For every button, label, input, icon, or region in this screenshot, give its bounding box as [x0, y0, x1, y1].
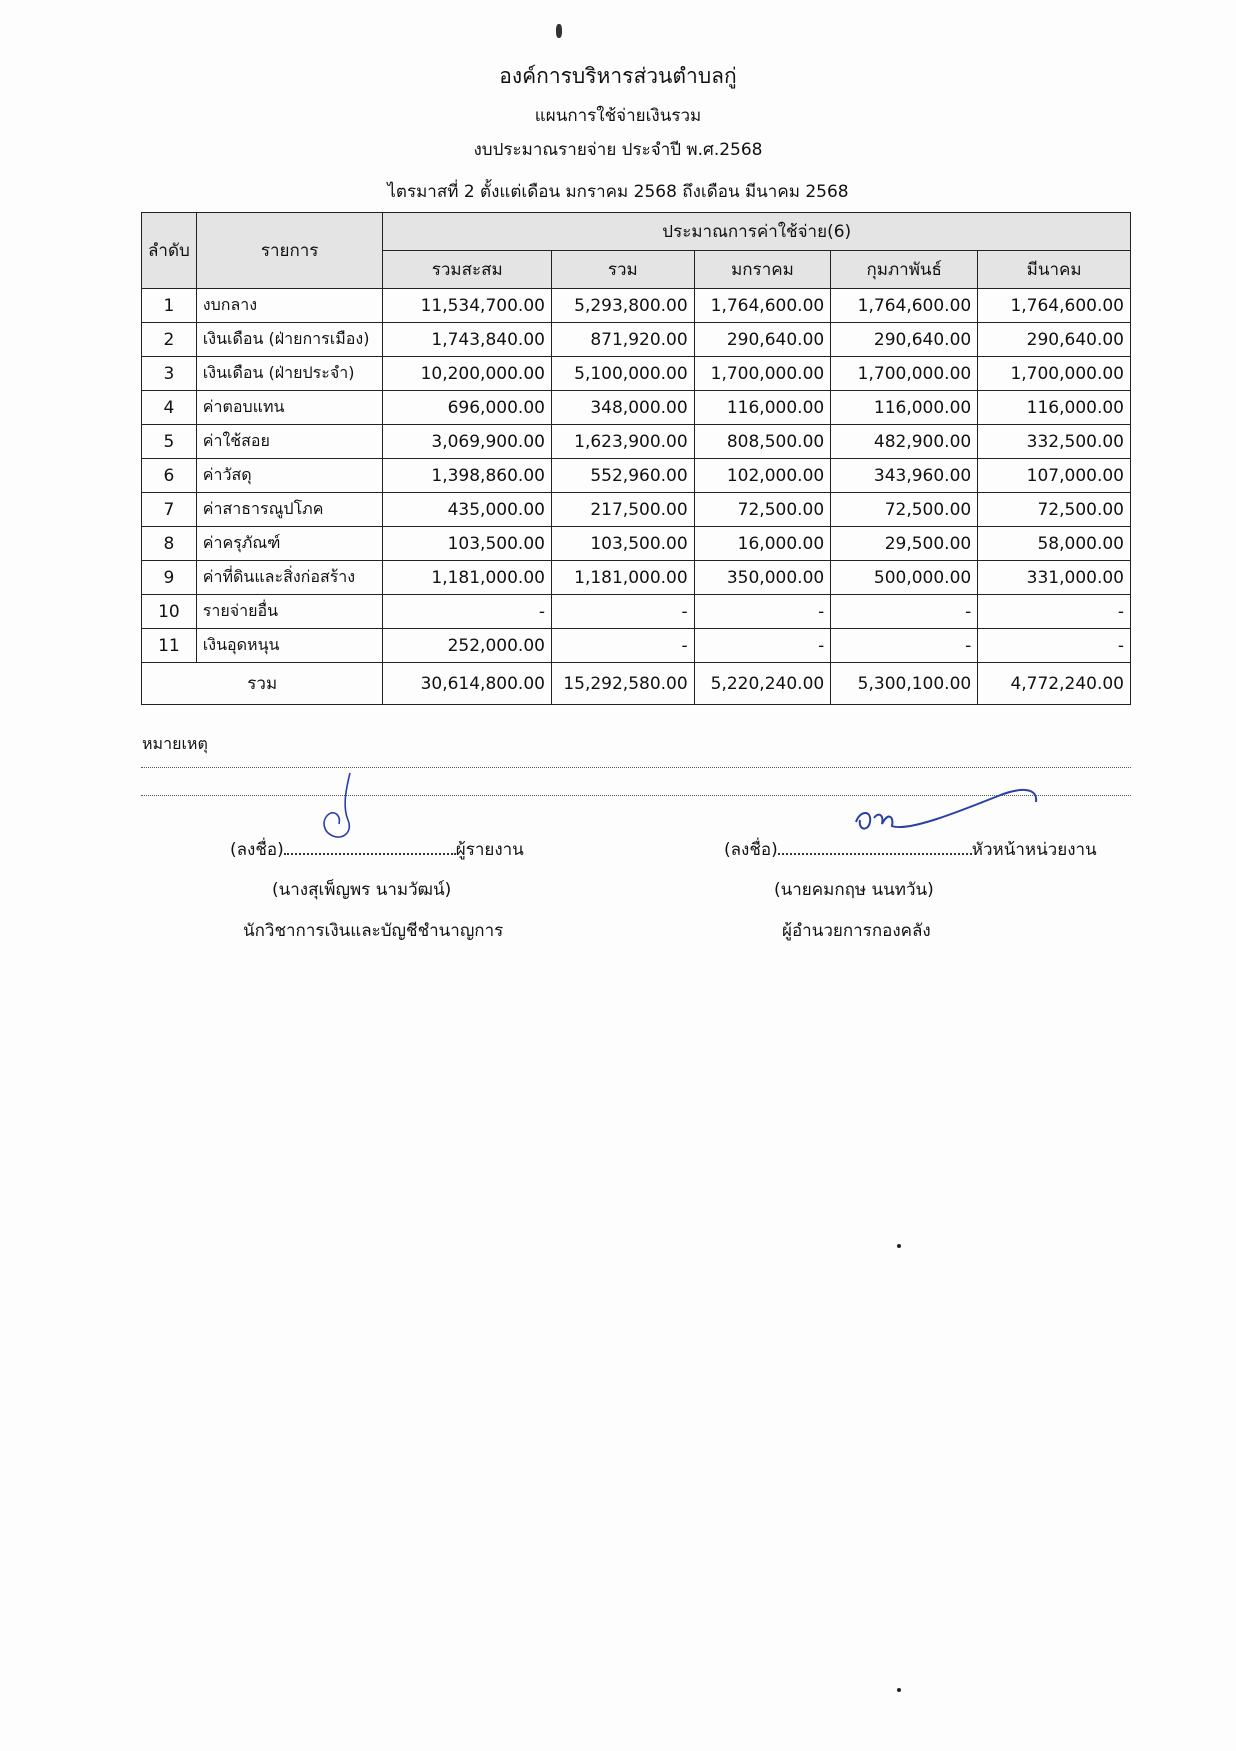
remark-line-1	[141, 767, 1131, 768]
scan-speck	[556, 24, 562, 38]
row-item: ค่าวัสดุ	[196, 459, 383, 493]
row-index: 6	[142, 459, 197, 493]
row-sum: 103,500.00	[551, 527, 694, 561]
header-february: กุมภาพันธ์	[831, 251, 978, 289]
row-march: 1,700,000.00	[978, 357, 1131, 391]
row-cumulative: 435,000.00	[383, 493, 552, 527]
row-january: 1,700,000.00	[694, 357, 831, 391]
row-sum: 871,920.00	[551, 323, 694, 357]
header-march: มีนาคม	[978, 251, 1131, 289]
table-row	[142, 357, 1131, 391]
row-january: 350,000.00	[694, 561, 831, 595]
row-march: 332,500.00	[978, 425, 1131, 459]
total-row	[142, 663, 1131, 705]
row-item: ค่าใช้สอย	[196, 425, 383, 459]
row-february: 343,960.00	[831, 459, 978, 493]
row-march: 331,000.00	[978, 561, 1131, 595]
row-sum: 217,500.00	[551, 493, 694, 527]
row-index: 11	[142, 629, 197, 663]
table-row	[142, 527, 1131, 561]
header-sum: รวม	[551, 251, 694, 289]
row-index: 8	[142, 527, 197, 561]
right-signer-position: ผู้อำนวยการกองคลัง	[782, 921, 931, 941]
row-sum: 5,293,800.00	[551, 289, 694, 323]
scan-speck	[897, 1244, 901, 1248]
right-sign-prefix: (ลงชื่อ)	[724, 840, 778, 860]
row-cumulative: -	[383, 595, 552, 629]
row-january: 1,764,600.00	[694, 289, 831, 323]
plan-title: แผนการใช้จ่ายเงินรวม	[534, 106, 702, 126]
left-signature-line	[230, 836, 524, 863]
total-january: 5,220,240.00	[694, 663, 831, 705]
row-february: 72,500.00	[831, 493, 978, 527]
row-january: -	[694, 595, 831, 629]
row-sum: 5,100,000.00	[551, 357, 694, 391]
row-january: 808,500.00	[694, 425, 831, 459]
row-february: 116,000.00	[831, 391, 978, 425]
row-sum: -	[551, 629, 694, 663]
row-february: -	[831, 595, 978, 629]
row-index: 2	[142, 323, 197, 357]
table-row	[142, 391, 1131, 425]
row-item: เงินเดือน (ฝ่ายการเมือง)	[196, 323, 383, 357]
row-sum: 1,623,900.00	[551, 425, 694, 459]
table-row	[142, 629, 1131, 663]
row-item: เงินเดือน (ฝ่ายประจำ)	[196, 357, 383, 391]
row-february: 482,900.00	[831, 425, 978, 459]
table-row	[142, 493, 1131, 527]
row-item: ค่าที่ดินและสิ่งก่อสร้าง	[196, 561, 383, 595]
row-march: 72,500.00	[978, 493, 1131, 527]
period-title: ไตรมาสที่ 2 ตั้งแต่เดือน มกราคม 2568 ถึงเดือน มีนาคม 2568	[387, 182, 849, 202]
row-index: 1	[142, 289, 197, 323]
row-january: 116,000.00	[694, 391, 831, 425]
row-march: 107,000.00	[978, 459, 1131, 493]
table-row	[142, 425, 1131, 459]
row-sum: -	[551, 595, 694, 629]
row-item: ค่าครุภัณฑ์	[196, 527, 383, 561]
row-index: 4	[142, 391, 197, 425]
row-item: งบกลาง	[196, 289, 383, 323]
org-title: องค์การบริหารส่วนตำบลกู่	[499, 64, 737, 88]
row-january: 290,640.00	[694, 323, 831, 357]
row-cumulative: 696,000.00	[383, 391, 552, 425]
row-february: 29,500.00	[831, 527, 978, 561]
row-sum: 552,960.00	[551, 459, 694, 493]
row-item: ค่าตอบแทน	[196, 391, 383, 425]
row-march: 290,640.00	[978, 323, 1131, 357]
scan-speck	[897, 1688, 901, 1692]
row-item: รายจ่ายอื่น	[196, 595, 383, 629]
total-cumulative: 30,614,800.00	[383, 663, 552, 705]
header-cumulative: รวมสะสม	[383, 251, 552, 289]
row-sum: 1,181,000.00	[551, 561, 694, 595]
total-label: รวม	[142, 663, 383, 705]
left-signer-position: นักวิชาการเงินและบัญชีชำนาญการ	[243, 921, 504, 941]
left-sign-role: ผู้รายงาน	[455, 840, 524, 860]
row-cumulative: 103,500.00	[383, 527, 552, 561]
row-march: -	[978, 629, 1131, 663]
table-row	[142, 595, 1131, 629]
row-index: 7	[142, 493, 197, 527]
table-row	[142, 323, 1131, 357]
right-signer-name: (นายคมกฤษ นนทวัน)	[774, 880, 934, 900]
row-february: -	[831, 629, 978, 663]
row-march: -	[978, 595, 1131, 629]
row-march: 58,000.00	[978, 527, 1131, 561]
header-item: รายการ	[196, 213, 383, 289]
header-index: ลำดับ	[142, 213, 197, 289]
total-sum: 15,292,580.00	[551, 663, 694, 705]
row-sum: 348,000.00	[551, 391, 694, 425]
row-january: -	[694, 629, 831, 663]
row-index: 9	[142, 561, 197, 595]
row-march: 116,000.00	[978, 391, 1131, 425]
row-february: 500,000.00	[831, 561, 978, 595]
row-february: 290,640.00	[831, 323, 978, 357]
row-item: ค่าสาธารณูปโภค	[196, 493, 383, 527]
row-cumulative: 252,000.00	[383, 629, 552, 663]
total-february: 5,300,100.00	[831, 663, 978, 705]
row-index: 3	[142, 357, 197, 391]
left-sign-prefix: (ลงชื่อ)	[230, 840, 284, 860]
header-group: ประมาณการค่าใช้จ่าย(6)	[383, 213, 1131, 251]
row-cumulative: 1,743,840.00	[383, 323, 552, 357]
row-february: 1,700,000.00	[831, 357, 978, 391]
remark-label: หมายเหตุ	[142, 734, 208, 753]
left-handwritten-signature	[315, 768, 375, 848]
row-cumulative: 3,069,900.00	[383, 425, 552, 459]
right-handwritten-signature	[848, 782, 1048, 852]
row-index: 10	[142, 595, 197, 629]
total-march: 4,772,240.00	[978, 663, 1131, 705]
header-january: มกราคม	[694, 251, 831, 289]
budget-table	[141, 212, 1131, 705]
row-cumulative: 1,181,000.00	[383, 561, 552, 595]
row-february: 1,764,600.00	[831, 289, 978, 323]
row-january: 16,000.00	[694, 527, 831, 561]
row-january: 72,500.00	[694, 493, 831, 527]
table-row	[142, 459, 1131, 493]
row-cumulative: 11,534,700.00	[383, 289, 552, 323]
table-row	[142, 561, 1131, 595]
row-index: 5	[142, 425, 197, 459]
row-cumulative: 10,200,000.00	[383, 357, 552, 391]
row-march: 1,764,600.00	[978, 289, 1131, 323]
right-sign-role: หัวหน้าหน่วยงาน	[971, 840, 1097, 860]
table-row	[142, 289, 1131, 323]
row-cumulative: 1,398,860.00	[383, 459, 552, 493]
left-signer-name: (นางสุเพ็ญพร นามวัฒน์)	[272, 880, 452, 900]
row-january: 102,000.00	[694, 459, 831, 493]
row-item: เงินอุดหนุน	[196, 629, 383, 663]
budget-title: งบประมาณรายจ่าย ประจำปี พ.ศ.2568	[473, 140, 763, 160]
